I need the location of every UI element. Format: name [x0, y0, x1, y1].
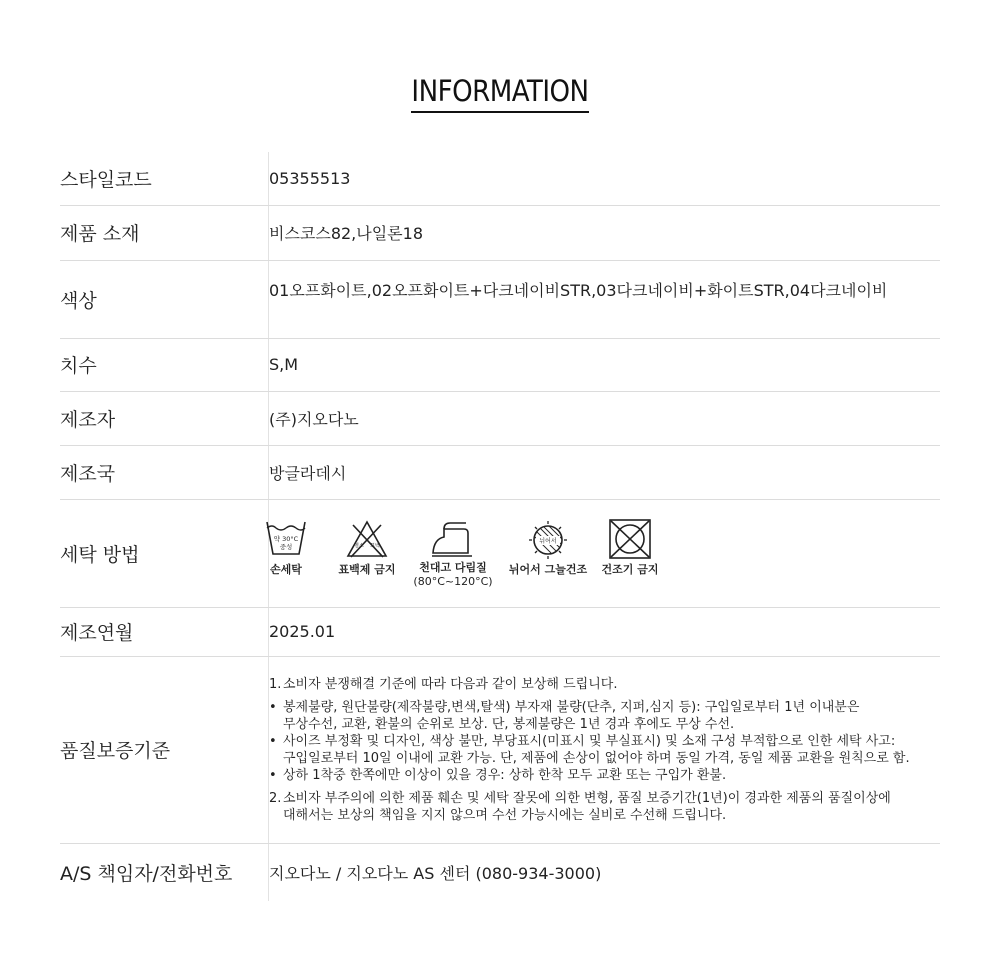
label-as: A/S 책임자/전화번호	[60, 843, 269, 901]
care-item-hand-wash	[259, 519, 313, 577]
label-quality: 품질보증기준	[60, 656, 269, 843]
quality-point-2-line-1: 소비자 부주의에 의한 제품 훼손 및 세탁 잘못에 의한 변형, 품질 보증기간(1년)이 경과한 제품의 품질이상에	[283, 790, 891, 806]
value-maker: (주)지오다노	[269, 391, 941, 445]
hand-wash-detergent: 중성	[279, 543, 293, 551]
value-size: S,M	[269, 338, 941, 391]
row-country	[60, 445, 940, 499]
label-style-code: 스타일코드	[60, 152, 269, 205]
quality-text	[269, 676, 940, 824]
value-style-code: 05355513	[269, 152, 941, 205]
quality-point-2-line-2: 대해서는 보상의 책임을 지지 않으며 수선 가능시에는 실비로 수선해 드립니다.	[283, 807, 727, 823]
value-color: 01오프화이트,02오프화이트+다크네이비STR,03다크네이비+화이트STR,04다크네이비	[269, 260, 941, 338]
row-washing	[60, 499, 940, 607]
label-color: 색상	[60, 260, 269, 338]
row-date	[60, 607, 940, 656]
label-maker: 제조자	[60, 391, 269, 445]
no-bleach-text-2: 표백	[370, 543, 380, 549]
value-quality	[269, 656, 941, 843]
shade-dry-text: 뉘어서	[539, 538, 557, 545]
quality-bullet-2-line-2: 구입일로부터 10일 이내에 교환 가능. 단, 제품에 손상이 없어야 하며 동일 가격, 동일 제품 교환을 원칙으로 함.	[283, 750, 910, 766]
label-date: 제조연월	[60, 607, 269, 656]
quality-bullet-2-line-1: 사이즈 부정확 및 디자인, 색상 불만, 부당표시(미표시 및 부실표시) 및 소재 구성 부적합으로 인한 세탁 사고:	[283, 733, 896, 749]
row-quality	[60, 656, 940, 843]
bullet-mark-3: •	[269, 767, 277, 783]
quality-bullet-3-text: 상하 1착중 한쪽에만 이상이 있을 경우: 상하 한착 모두 교환 또는 구입가 환불.	[283, 767, 727, 783]
value-as: 지오다노 / 지오다노 AS 센터 (080-934-3000)	[269, 863, 602, 883]
quality-bullet-1	[269, 699, 940, 716]
row-maker	[60, 391, 940, 445]
quality-point-1	[269, 676, 940, 693]
iron-temp: (80°C~120°C)	[413, 575, 493, 588]
quality-point-1-text: 소비자 분쟁해결 기준에 따라 다음과 같이 보상해 드립니다.	[283, 676, 618, 692]
value-date: 2025.01	[269, 607, 941, 656]
iron-icon	[430, 519, 476, 559]
quality-point-2	[269, 790, 940, 807]
hand-wash-icon	[264, 519, 308, 559]
no-tumble-dry-icon	[608, 519, 652, 559]
hand-wash-temp: 약 30°C	[273, 535, 299, 543]
bullet-mark-2: •	[269, 733, 277, 749]
bullet-mark-1: •	[269, 699, 277, 715]
quality-bullet-2	[269, 733, 940, 750]
row-as	[60, 843, 940, 901]
row-material	[60, 205, 940, 260]
row-size	[60, 338, 940, 391]
no-tumble-dry-label: 건조기 금지	[601, 563, 659, 576]
care-item-shade-dry	[505, 519, 591, 577]
label-size: 치수	[60, 338, 269, 391]
shade-dry-icon	[526, 519, 570, 559]
quality-point-1-number: 1.	[269, 676, 282, 692]
no-bleach-text-1: 염소	[354, 543, 364, 549]
row-color	[60, 260, 940, 338]
shade-dry-label: 뉘어서 그늘건조	[508, 563, 588, 576]
value-country: 방글라데시	[269, 445, 941, 499]
hand-wash-label: 손세탁	[270, 563, 302, 576]
label-washing: 세탁 방법	[60, 499, 269, 607]
row-style-code	[60, 152, 940, 205]
quality-bullet-1-line-1: 봉제불량, 원단불량(제작불량,변색,탈색) 부자재 불량(단추, 지퍼,심지 등): 구입일로부터 1년 이내분은	[283, 699, 860, 715]
quality-bullet-3	[269, 767, 940, 784]
info-table	[60, 152, 940, 901]
label-material: 제품 소재	[60, 205, 269, 260]
no-bleach-label: 표백제 금지	[338, 563, 396, 576]
quality-point-2-number: 2.	[269, 790, 282, 806]
label-country: 제조국	[60, 445, 269, 499]
care-item-no-bleach	[335, 519, 399, 577]
care-icons	[269, 517, 940, 589]
care-item-no-tumble-dry	[597, 519, 663, 577]
care-item-iron	[413, 519, 493, 589]
iron-label: 천대고 다림질	[419, 561, 487, 574]
value-material: 비스코스82,나일론18	[269, 205, 941, 260]
no-bleach-icon	[345, 519, 389, 559]
page-title: INFORMATION	[411, 74, 588, 113]
value-washing	[269, 499, 941, 607]
quality-bullet-1-line-2: 무상수선, 교환, 환불의 순위로 보상. 단, 봉제불량은 1년 경과 후에도 무상 수선.	[283, 716, 735, 732]
